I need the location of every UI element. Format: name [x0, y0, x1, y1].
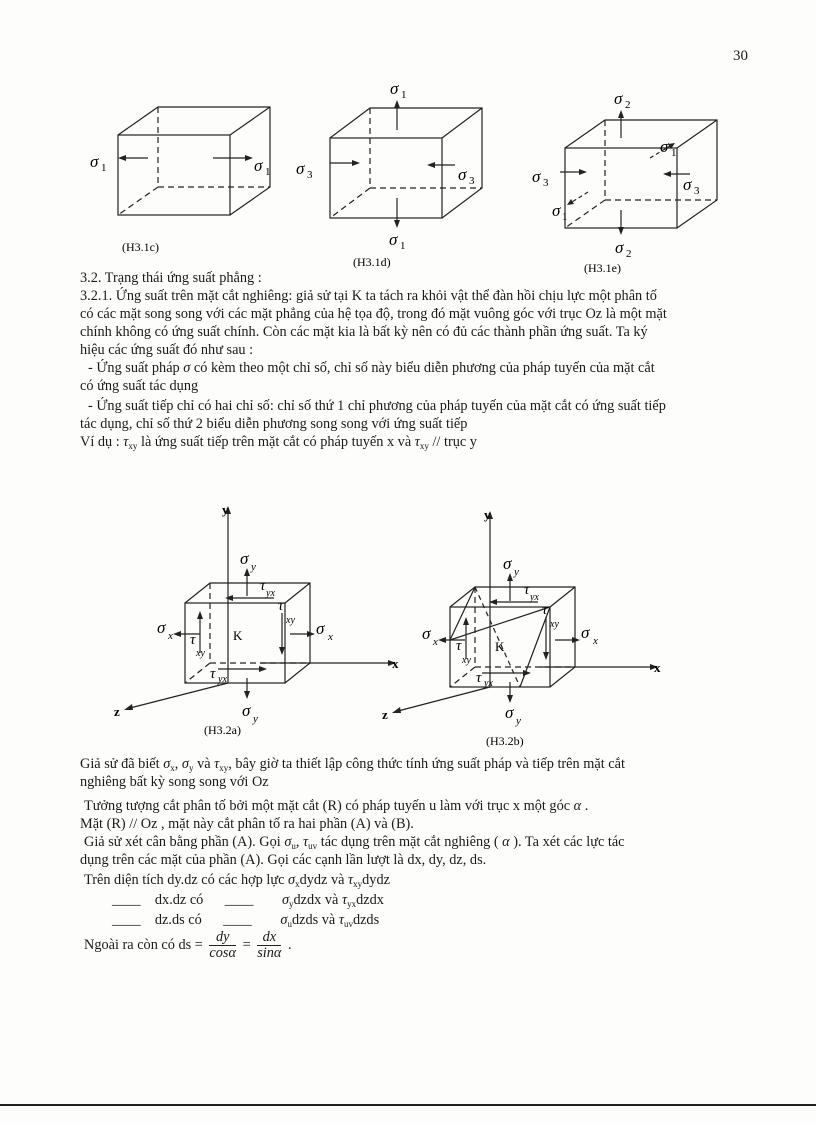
sigma-y-bottom-sub: y	[253, 713, 258, 725]
sigma-y-top: σ	[240, 549, 249, 568]
sigma-x-left-sub: x	[168, 630, 173, 642]
sigma-label: σ	[389, 230, 398, 249]
cut-line: Tưởng tượng cắt phân tố bởi một mặt cắt (R) có pháp tuyến u làm với trục x một góc α .	[84, 798, 589, 814]
sigma-label: σ	[296, 159, 305, 178]
paragraph-line: 3.2.1. Ứng suất trên mặt cắt nghiêng: giả sử tại K ta tách ra khỏi vật thể đàn hồi chịu lực một phân tố	[80, 288, 657, 304]
tau-xy-left-sub: xy	[462, 655, 471, 666]
ds-formula: Ngoài ra còn có ds = $\frac{dy}{\cos\alpha}$ = $\frac{dx}{\sin\alpha}$ .	[84, 929, 292, 961]
sigma-x-right-sub: x	[328, 631, 333, 643]
paragraph-line: tác dụng, chỉ số thứ 2 biểu diễn phương song song với ứng suất tiếp	[80, 416, 468, 432]
sigma-subscript: 3	[543, 177, 549, 189]
tau-yx-bottom: τ	[210, 666, 216, 682]
paragraph-line: chính không có ứng suất chính. Còn các mặt kia là bất kỳ nên có đủ các thành phần ứng suất. Ta ký	[80, 324, 648, 340]
sigma-label: σ	[90, 152, 99, 171]
figure-h31d	[290, 80, 500, 275]
sigma-subscript: 2	[625, 99, 631, 111]
tau-yx-bottom-sub: yx	[484, 678, 493, 689]
sigma-label: σ	[683, 175, 692, 194]
given-line: Giả sử đã biết $\sigma_x$, $\sigma_y$ và $\tau_{xy}$, bây giờ ta thiết lập công thức tính ứng suất pháp và tiếp trên mặt cắt	[80, 756, 625, 773]
sigma-subscript: 1	[400, 240, 406, 252]
tau-xy-right: τ	[278, 598, 284, 614]
tau-yx-top-sub: yx	[266, 588, 275, 599]
figure-h32b	[370, 505, 670, 753]
tau-yx-top: τ	[260, 578, 266, 594]
tau-yx-bottom-sub: yx	[218, 674, 227, 685]
paragraph-line: Mặt (R) // Oz , mặt này cắt phân tố ra hai phần (A) và (B).	[80, 816, 414, 832]
fraction-dy-cos: $\frac{dy}{\cos\alpha}$	[209, 929, 236, 961]
page-number: 30	[733, 48, 748, 64]
tau-xy-right: τ	[542, 602, 548, 618]
sigma-label: σ	[532, 167, 541, 186]
tau-xy-left: τ	[456, 638, 462, 654]
force-line-dzds: ____ dz.ds có ____ $\sigma_udzds$ và $\tau_{uv}dzds$	[112, 912, 380, 929]
sigma-subscript: 1	[265, 166, 271, 178]
sigma-x-left: σ	[157, 618, 166, 637]
point-k-label: K	[233, 628, 243, 643]
axis-z-label: z	[382, 707, 388, 722]
tau-xy-left: τ	[190, 632, 196, 648]
bullet-normal-stress: - Ứng suất pháp σ có kèm theo một chỉ số, chỉ số này biểu diễn phương của pháp tuyến của mặt cắt	[88, 360, 655, 376]
sigma-subscript: 1	[401, 89, 407, 101]
figure-caption: (H3.1e)	[584, 261, 621, 275]
axis-y-label: y	[484, 507, 491, 522]
sigma-label: σ	[552, 201, 561, 220]
sigma-subscript: 1	[101, 162, 107, 174]
sigma-x-left-sub: x	[433, 636, 438, 648]
figure-caption: (H3.2b)	[486, 734, 524, 748]
paragraph-line: nghiêng bất kỳ song song với Oz	[80, 774, 269, 790]
bullet-shear-stress: - Ứng suất tiếp chỉ có hai chỉ số: chỉ số thứ 1 chỉ phương của pháp tuyến của mặt cắt có ứng suất tiếp	[88, 398, 666, 414]
tau-xy-left-sub: xy	[196, 648, 205, 659]
sigma-subscript: 3	[307, 169, 313, 181]
figure-h31c	[80, 95, 290, 255]
force-line-dxdz: ____ dx.dz có ____ $\sigma_ydzdx$ và $\tau_{yx}dzdx$	[112, 892, 384, 909]
figure-h32a	[100, 498, 410, 748]
sigma-x-left: σ	[422, 624, 431, 643]
axis-y-label: y	[222, 502, 229, 517]
heading-32: 3.2. Trạng thái ứng suất phẳng :	[80, 270, 262, 286]
tau-yx-top: τ	[524, 582, 530, 598]
bottom-rule	[0, 1104, 816, 1106]
figure-caption: (H3.1d)	[353, 255, 391, 269]
paragraph-line: có ứng suất tác dụng	[80, 378, 199, 394]
sigma-x-right: σ	[316, 619, 325, 638]
sigma-subscript: 2	[626, 248, 632, 260]
sigma-label: σ	[254, 156, 263, 175]
paragraph-line: hiệu các ứng suất đó như sau :	[80, 342, 254, 358]
figure-h31e	[520, 90, 720, 280]
tau-xy-right-sub: xy	[286, 615, 295, 626]
sigma-y-bottom-sub: y	[516, 715, 521, 727]
equilibrium-line: Giả sử xét cân bằng phần (A). Gọi $\sigma_u$, $\tau_{uv}$ tác dụng trên mặt cắt nghiêng ( α ). Ta xét các lực tác	[84, 834, 625, 851]
sigma-label: σ	[458, 165, 467, 184]
example-line: Ví dụ : $\tau_{xy}$ là ứng suất tiếp trên mặt cắt có pháp tuyến x và $\tau_{xy}$ // trục y	[80, 434, 477, 451]
point-k-label: K	[495, 639, 505, 654]
sigma-subscript: 3	[469, 175, 475, 187]
axis-x-label: x	[392, 656, 399, 671]
axis-z-label: z	[114, 704, 120, 719]
sigma-subscript: 1	[562, 211, 568, 223]
figure-caption: (H3.2a)	[204, 723, 241, 737]
tau-yx-top-sub: yx	[530, 592, 539, 603]
fraction-dx-sin: $\frac{dx}{\sin\alpha}$	[257, 929, 282, 961]
paragraph-line: có các mặt song song với các mặt phẳng của hệ tọa độ, trong đó mặt vuông góc với trục Oz là một mặt	[80, 306, 667, 322]
sigma-y-bottom: σ	[242, 701, 251, 720]
figure-caption: (H3.1c)	[122, 240, 159, 254]
sigma-subscript: 1	[671, 147, 677, 159]
sigma-x-right: σ	[581, 623, 590, 642]
sigma-x-right-sub: x	[593, 635, 598, 647]
tau-xy-right-sub: xy	[550, 619, 559, 630]
sigma-label: σ	[614, 90, 623, 108]
sigma-label: σ	[615, 238, 624, 257]
sigma-y-top-sub: y	[251, 561, 256, 573]
sigma-subscript: 3	[694, 185, 700, 197]
paragraph-line: dụng trên các mặt của phần (A). Gọi các cạnh lần lượt là dx, dy, dz, ds.	[80, 852, 487, 868]
sigma-label: σ	[390, 80, 399, 98]
sigma-y-bottom: σ	[505, 703, 514, 722]
sigma-y-top-sub: y	[514, 566, 519, 578]
axis-x-label: x	[654, 660, 661, 675]
sigma-y-top: σ	[503, 554, 512, 573]
sigma-label: σ	[660, 137, 669, 156]
tau-yx-bottom: τ	[476, 670, 482, 686]
force-line-dydz: Trên diện tích dy.dz có các hợp lực $\sigma_xdydz$ và $\tau_{xy}dydz$	[84, 872, 390, 889]
